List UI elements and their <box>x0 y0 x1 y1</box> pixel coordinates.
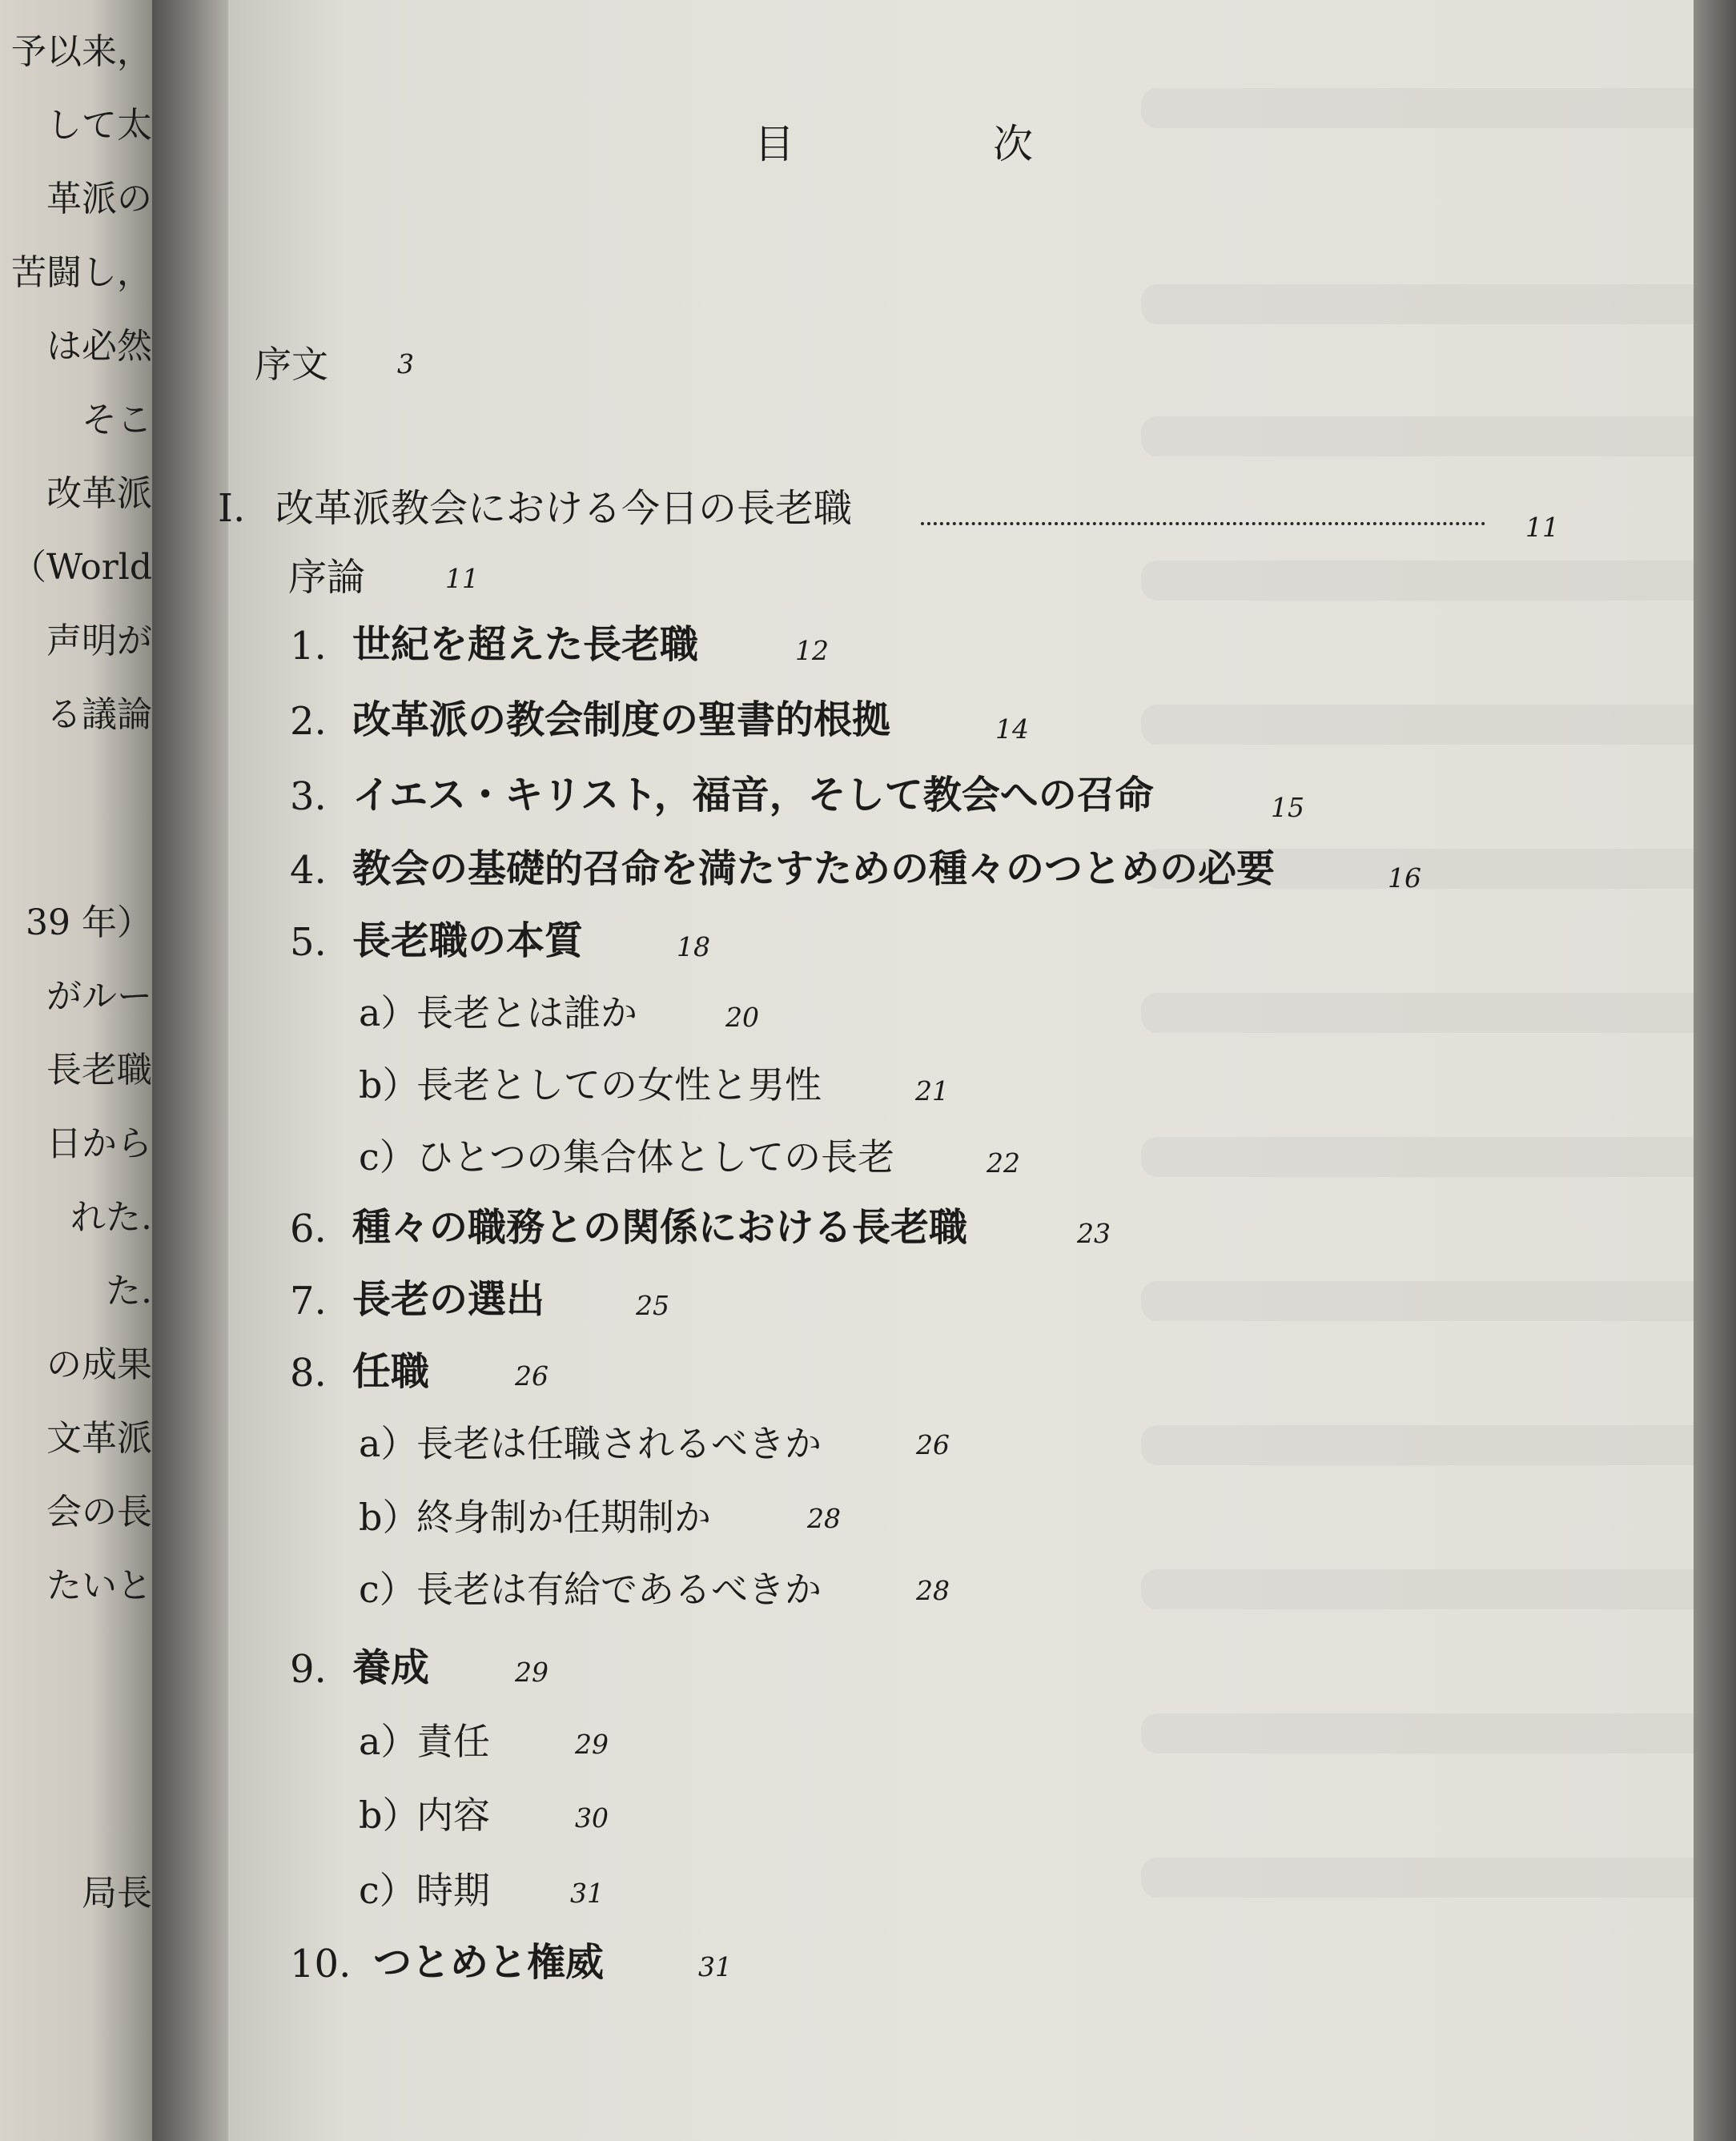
left-page-line: たいと <box>46 1565 152 1606</box>
toc-preface-label: 序文 <box>255 343 328 386</box>
left-page-line: そこ <box>82 400 152 440</box>
toc-entry-title: 教会の基礎的召命を満たすための種々のつとめの必要 <box>352 846 1276 891</box>
book-gutter <box>152 0 228 2141</box>
toc-subentry-title: 責任 <box>416 1720 490 1763</box>
toc-page-number: 28 <box>916 1575 950 1606</box>
toc-entry-title: 長老の選出 <box>352 1277 545 1322</box>
toc-entry-number: 5. <box>290 920 327 965</box>
toc-subentry-title: 時期 <box>416 1869 490 1912</box>
left-page-line: 会の長 <box>46 1492 152 1532</box>
left-page-line: る議論 <box>46 694 152 735</box>
toc-page-number: 15 <box>1271 792 1304 823</box>
left-page-line: 局長 <box>82 1873 152 1914</box>
toc-page-number: 26 <box>515 1360 549 1392</box>
toc-entry-title: つとめと権威 <box>373 1940 605 1985</box>
toc-title-char: 目 <box>754 121 794 167</box>
toc-subentry-number: b） <box>359 1063 420 1107</box>
toc-subentry-title: 終身制か任期制か <box>416 1496 711 1539</box>
left-page-line: がルー <box>46 976 152 1017</box>
left-page-line: 文革派 <box>46 1418 152 1459</box>
toc-page-number: 12 <box>795 635 829 666</box>
toc-page-number: 29 <box>575 1729 609 1760</box>
toc-entry-number: 8. <box>290 1351 327 1396</box>
toc-subentry-number: c） <box>359 1135 416 1179</box>
toc-part-title: 改革派教会における今日の長老職 <box>275 486 853 531</box>
left-page-line: 革派の <box>46 179 152 219</box>
toc-entry-title: イエス・キリスト，福音，そして教会への召命 <box>352 773 1154 817</box>
toc-entry-number: 9. <box>290 1647 327 1692</box>
toc-entry-title: 世紀を超えた長老職 <box>352 622 699 667</box>
toc-entry-title: 種々の職務との関係における長老職 <box>352 1205 968 1250</box>
toc-entry-number: 1. <box>290 624 327 669</box>
toc-subentry-number: a） <box>359 1720 418 1763</box>
toc-page-number: 20 <box>725 1002 759 1033</box>
toc-subentry-title: 長老は任職されるべきか <box>416 1422 822 1465</box>
dot-leader <box>921 517 1485 525</box>
toc-page-number: 11 <box>1525 512 1559 543</box>
toc-entry-number: 3. <box>290 774 327 819</box>
toc-page-number: 23 <box>1077 1218 1111 1249</box>
toc-page-number: 22 <box>987 1147 1020 1179</box>
toc-page-number: 26 <box>916 1429 950 1460</box>
toc-entry-title: 養成 <box>352 1645 430 1690</box>
toc-page-number: 25 <box>636 1290 669 1321</box>
left-page-line: （World <box>11 547 152 588</box>
left-page-line: 声明が <box>46 621 152 661</box>
left-page <box>0 0 152 2141</box>
left-page-line: た. <box>106 1271 152 1312</box>
toc-page-number: 3 <box>397 348 414 380</box>
toc-subentry-number: a） <box>359 991 418 1034</box>
toc-subentry-number: c） <box>359 1568 416 1611</box>
toc-page-number: 11 <box>445 563 479 594</box>
left-page-line: は必然 <box>46 326 152 367</box>
toc-entry-number: 4. <box>290 848 327 893</box>
toc-page-number: 29 <box>515 1657 549 1688</box>
toc-subentry-title: 長老としての女性と男性 <box>416 1063 822 1107</box>
toc-subentry-number: a） <box>359 1422 418 1465</box>
toc-subentry-number: b） <box>359 1794 420 1837</box>
left-page-line: れた. <box>70 1197 152 1238</box>
toc-entry-title: 任職 <box>352 1349 430 1394</box>
left-page-line: の成果 <box>46 1344 152 1385</box>
toc-page-number: 14 <box>995 713 1029 745</box>
toc-entry-number: 7. <box>290 1279 327 1324</box>
left-page-line: 改革派 <box>46 473 152 514</box>
toc-entry-number: 10. <box>290 1942 352 1986</box>
toc-page-number: 30 <box>575 1802 609 1834</box>
toc-subentry-title: 内容 <box>416 1794 490 1837</box>
toc-page-number: 31 <box>698 1951 732 1982</box>
toc-part-number: I. <box>218 486 246 531</box>
toc-subentry-title: 長老とは誰か <box>416 991 637 1034</box>
toc-subentry-title: 長老は有給であるべきか <box>416 1568 822 1611</box>
toc-page-number: 18 <box>677 931 710 962</box>
page-edge <box>1694 0 1736 2141</box>
toc-subentry-title: ひとつの集合体としての長老 <box>416 1135 895 1179</box>
toc-page-number: 16 <box>1388 862 1421 894</box>
toc-page-number: 21 <box>915 1075 949 1107</box>
left-page-line: 日から <box>46 1123 152 1164</box>
left-page-line: 苦闘し， <box>11 252 152 293</box>
toc-entry-title: 改革派の教会制度の聖書的根拠 <box>352 697 891 742</box>
left-page-line: して太 <box>46 105 152 146</box>
toc-page-number: 28 <box>807 1503 841 1534</box>
left-page-line: 長老職 <box>46 1050 152 1091</box>
toc-title-char: 次 <box>993 121 1033 167</box>
toc-entry-number: 2. <box>290 699 327 744</box>
toc-page-number: 31 <box>570 1878 604 1909</box>
left-page-line: 39 年） <box>26 902 152 943</box>
toc-intro-label: 序論 <box>288 555 366 600</box>
toc-subentry-number: b） <box>359 1496 420 1539</box>
toc-subentry-number: c） <box>359 1869 416 1912</box>
toc-entry-number: 6. <box>290 1207 327 1251</box>
left-page-line: 予以来， <box>11 31 152 72</box>
toc-entry-title: 長老職の本質 <box>352 918 584 963</box>
